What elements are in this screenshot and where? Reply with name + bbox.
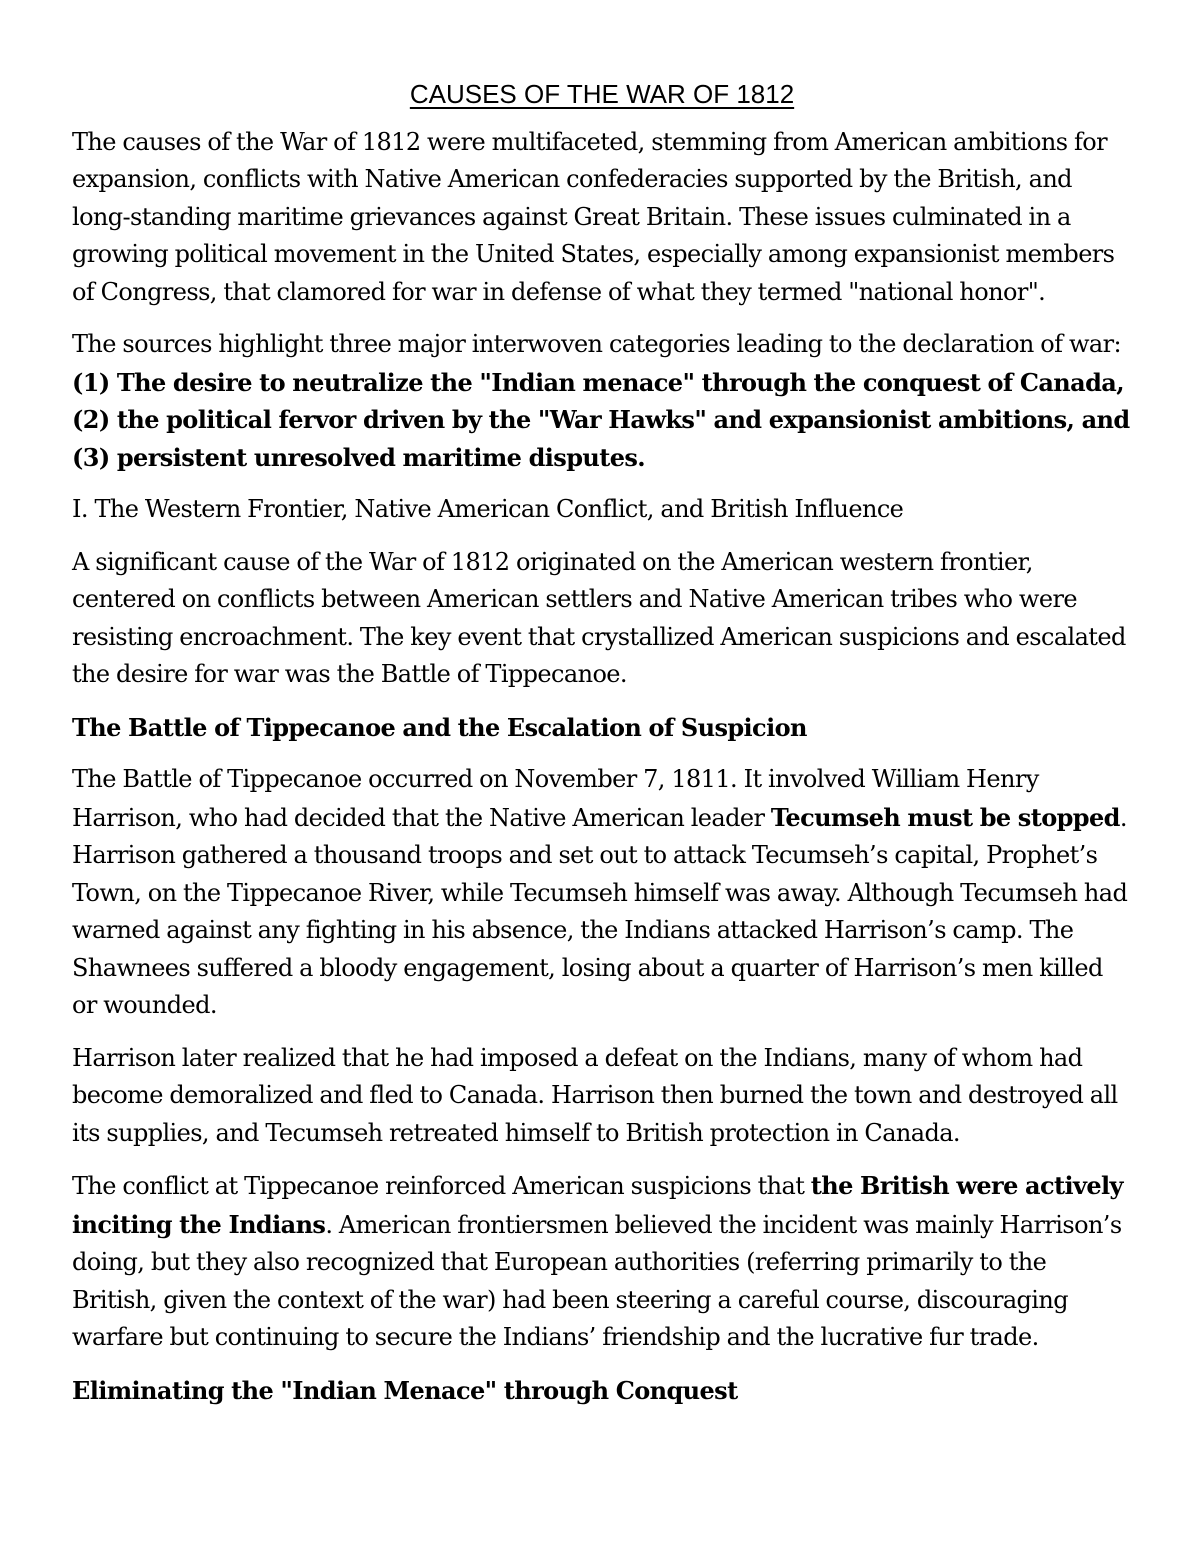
tippecanoe-paragraph-1-end: . Harrison gathered a thousand troops and set out to attack Tecumseh’s capital, Prophet’s Town, on the Tippecanoe River, while Tecumseh himself was away. Although Tecumseh had warned against any fighting in his absence, the Indians attacked Harrison’s camp. The Shawnees suffered a bloody engagement, losing about a quarter of Harrison’s men killed or wounded. [72, 803, 1128, 1019]
cause-point-2: (2) the political fervor driven by the "War Hawks" and expansionist ambitions, and [72, 405, 1130, 434]
sources-paragraph [72, 326, 1132, 476]
tippecanoe-paragraph-1-start: The Battle of Tippecanoe occurred on November 7, 1811. It involved William Henry Harrison, who had decided that the Native American leader [72, 765, 1039, 832]
subheading-indian-menace: Eliminating the "Indian Menace" through Conquest [72, 1375, 738, 1405]
intro-paragraph: The causes of the War of 1812 were multifaceted, stemming from American ambitions for expansion, conflicts with Native American confederacies supported by the British, and long-standing maritime grievances against Great Britain. These issues culminated in a growing political movement in the United States, especially among expansionist members of Congress, that clamored for war in defense of what they termed "national honor". [72, 127, 1115, 306]
cause-point-3: (3) persistent unresolved maritime disputes. [72, 442, 646, 472]
tippecanoe-paragraph-3-bold: the British were actively inciting the Indians [72, 1171, 1123, 1239]
tippecanoe-paragraph-3-end: . American frontiersmen believed the incident was mainly Harrison’s doing, but they also recognized that European authorities (referring primarily to the British, given the context of the war) had been steering a careful course, discouraging warfare but continuing to secure the Indians’ friendship and the lucrative fur trade. [72, 1210, 1122, 1351]
tippecanoe-paragraph-1 [72, 761, 1132, 1025]
cause-point-1: (1) The desire to neutralize the "Indian menace" through the conquest of Canada, [72, 367, 1124, 397]
tippecanoe-paragraph-3-start: The conflict at Tippecanoe reinforced American suspicions that [72, 1172, 811, 1200]
page-title: CAUSES OF THE WAR OF 1812 [409, 79, 795, 109]
section-1-paragraph: A significant cause of the War of 1812 originated on the American western frontier, centered on conflicts between American settlers and Native American tribes who were resisting encroachment. The key event that crystallized American suspicions and escalated the desire for war was the Battle of Tippecanoe. [72, 547, 1126, 688]
subheading-tippecanoe: The Battle of Tippecanoe and the Escalation of Suspicion [72, 712, 807, 742]
section-1-title: I. The Western Frontier, Native American Conflict, and British Influence [72, 495, 904, 523]
sources-lead: The sources highlight three major interwoven categories leading to the declaration of war: [72, 330, 1121, 358]
document-page [72, 72, 1132, 1424]
tippecanoe-paragraph-1-bold: Tecumseh must be stopped [770, 802, 1120, 832]
tippecanoe-paragraph-3 [72, 1167, 1132, 1357]
tippecanoe-paragraph-2: Harrison later realized that he had imposed a defeat on the Indians, many of whom had become demoralized and fled to Canada. Harrison then burned the town and destroyed all its supplies, and Tecumseh retreated himself to British protection in Canada. [72, 1043, 1118, 1147]
